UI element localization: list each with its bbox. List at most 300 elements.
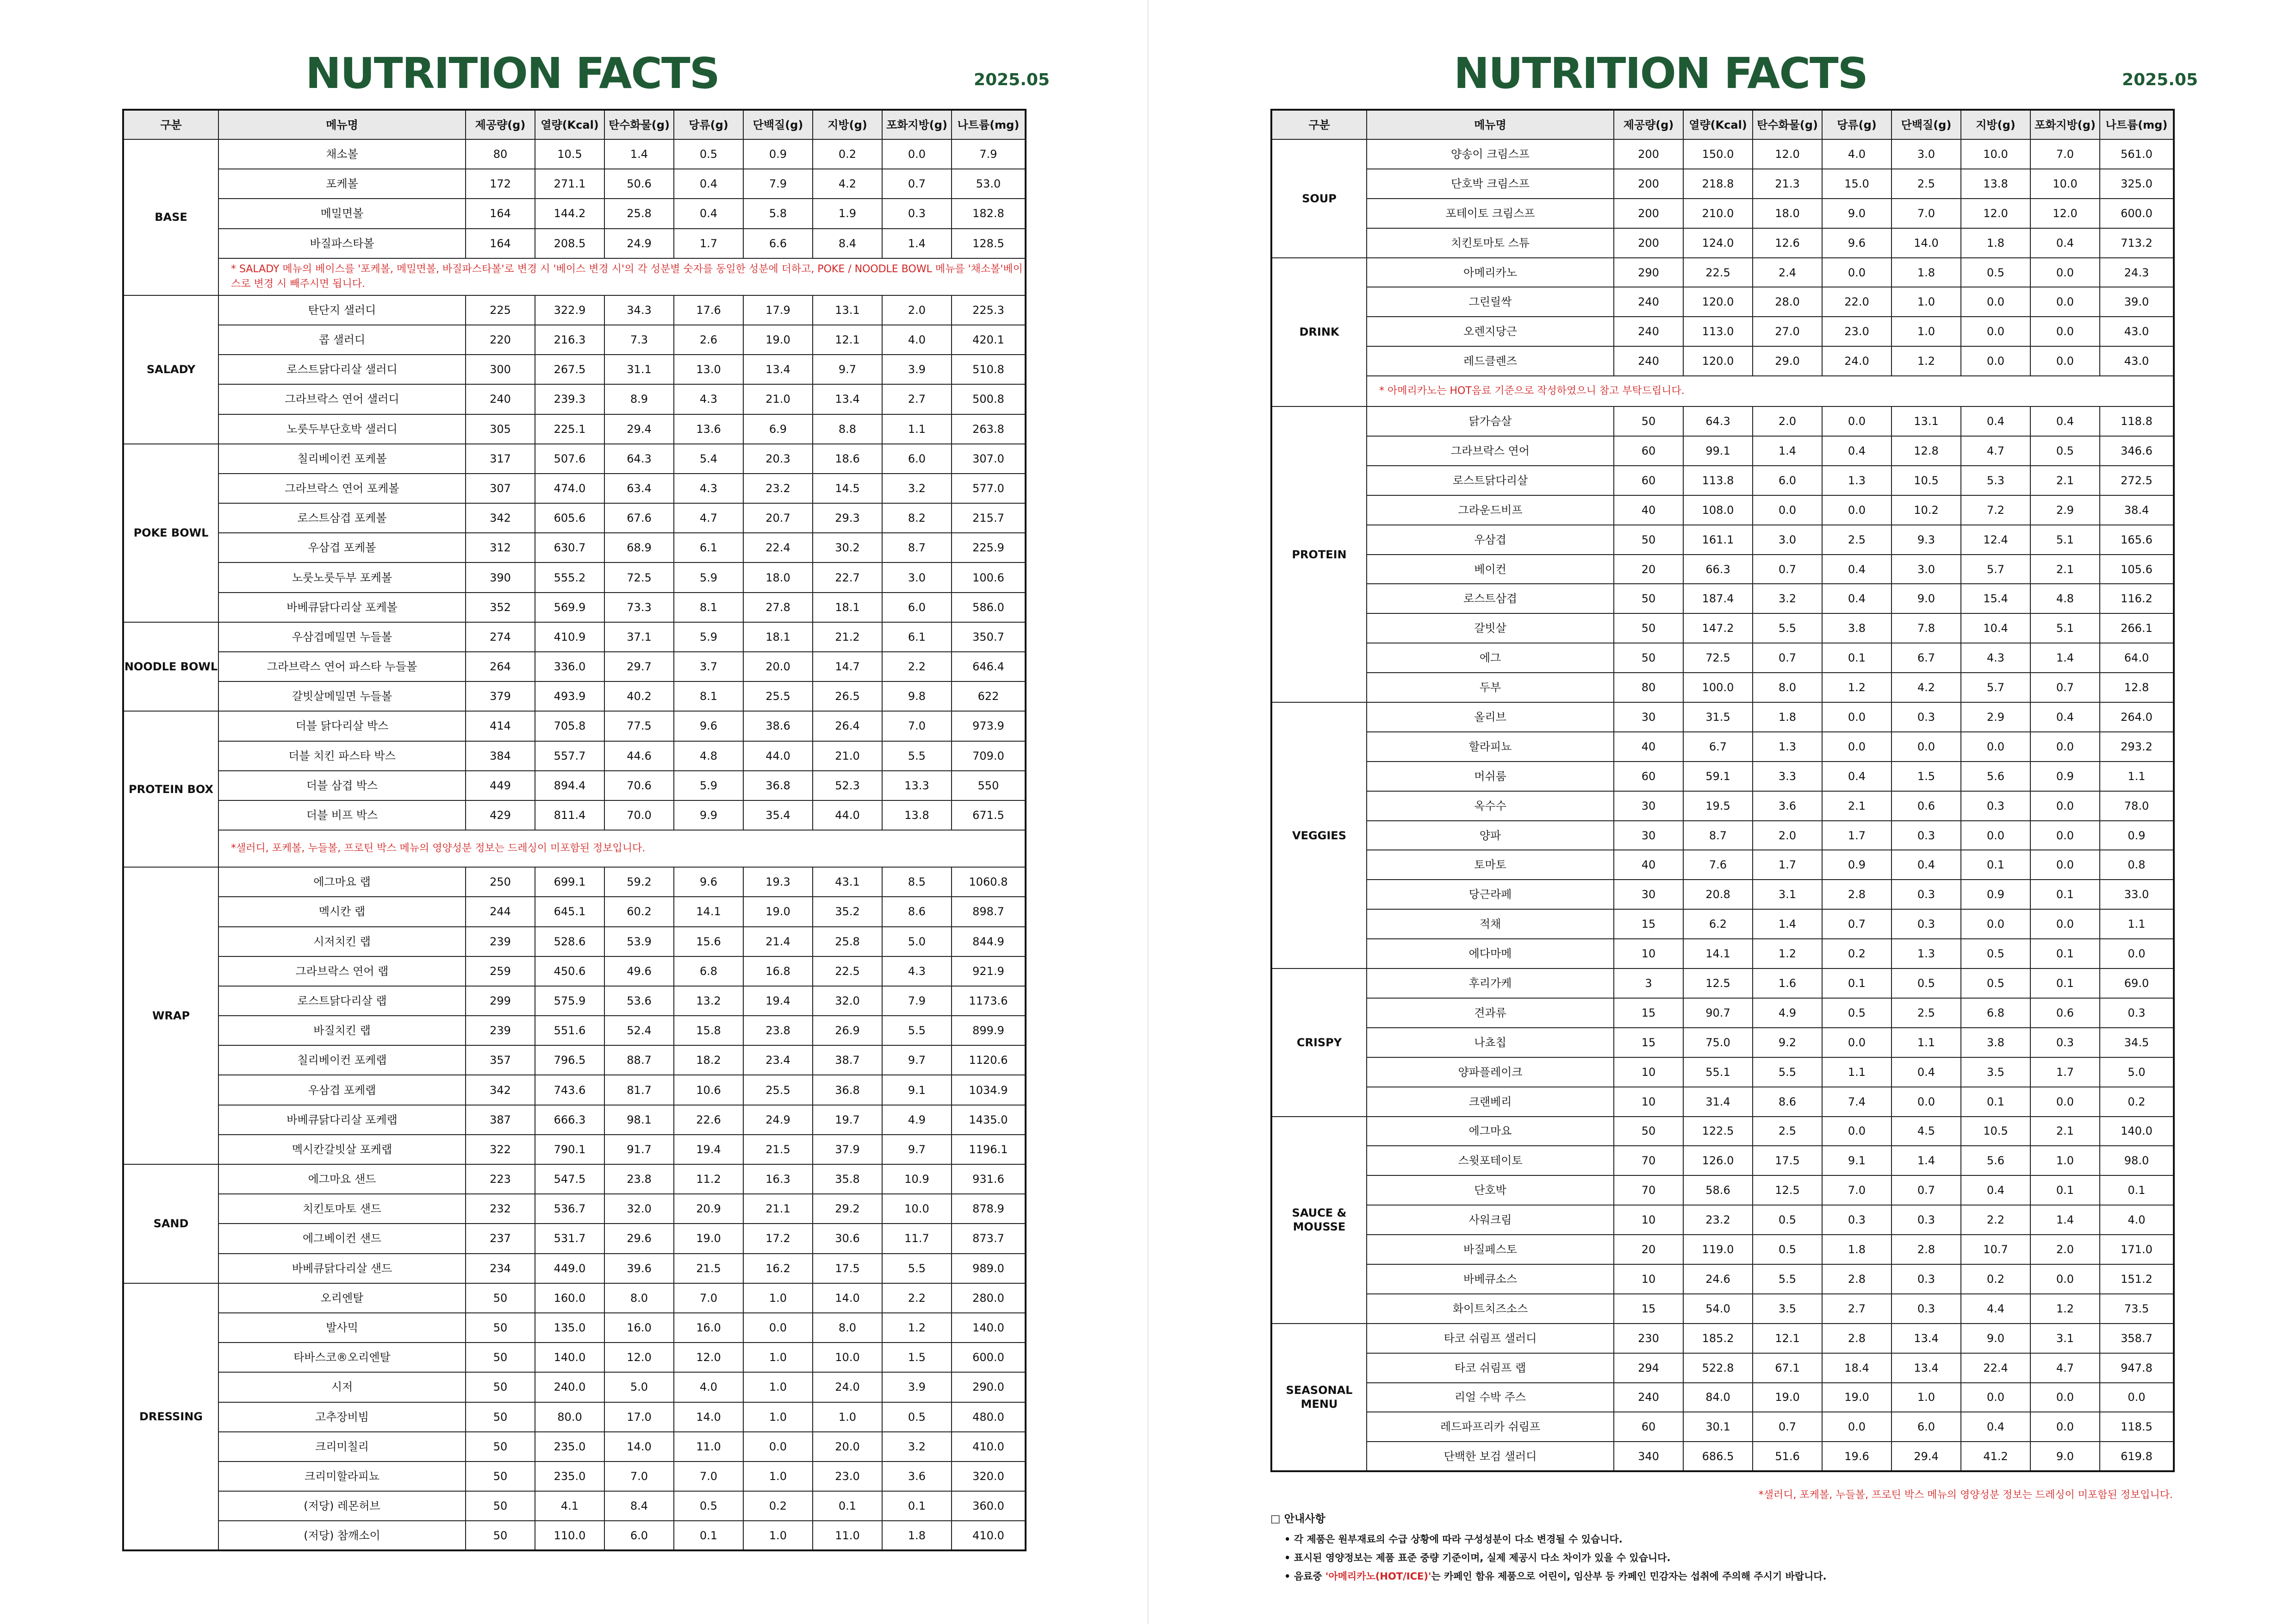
menu-name-cell: 양파플레이크 — [1367, 1057, 1614, 1087]
value-cell: 8.0 — [604, 1283, 674, 1313]
value-cell: 39.6 — [604, 1254, 674, 1283]
value-cell: 0.6 — [2030, 998, 2100, 1028]
table-row — [1271, 880, 2174, 909]
value-cell: 165.6 — [2100, 525, 2174, 555]
value-cell: 1034.9 — [952, 1075, 1026, 1105]
value-cell: 14.0 — [674, 1402, 743, 1432]
column-header: 단백질(g) — [1892, 110, 1961, 139]
value-cell: 6.9 — [743, 414, 813, 444]
value-cell: 358.7 — [2100, 1324, 2174, 1353]
value-cell: 9.1 — [882, 1075, 952, 1105]
value-cell: 320.0 — [952, 1462, 1026, 1491]
value-cell: 30 — [1614, 702, 1683, 732]
value-cell: 36.8 — [813, 1075, 882, 1105]
value-cell: 23.0 — [1822, 317, 1892, 346]
table-row — [1271, 199, 2174, 228]
menu-name-cell: 바질치킨 랩 — [218, 1016, 466, 1045]
column-header: 제공량(g) — [1614, 110, 1683, 139]
value-cell: 9.3 — [1892, 525, 1961, 555]
menu-name-cell: 에그마요 샌드 — [218, 1164, 466, 1194]
value-cell: 600.0 — [952, 1343, 1026, 1372]
table-row — [123, 139, 1026, 169]
value-cell: 59.1 — [1683, 762, 1753, 791]
value-cell: 13.8 — [1961, 169, 2030, 199]
guide-section — [1270, 1510, 1827, 1587]
table-row — [123, 867, 1026, 897]
value-cell: 12.0 — [1753, 139, 1822, 169]
value-cell: 1.1 — [1822, 1057, 1892, 1087]
table-row — [123, 199, 1026, 228]
menu-name-cell: 바질파스타볼 — [218, 229, 466, 258]
value-cell: 60.2 — [604, 897, 674, 926]
value-cell: 2.8 — [1822, 1264, 1892, 1294]
table-row — [1271, 139, 2174, 169]
value-cell: 0.2 — [813, 139, 882, 169]
value-cell: 3.8 — [1822, 613, 1892, 643]
value-cell: 105.6 — [2100, 555, 2174, 584]
value-cell: 11.7 — [882, 1224, 952, 1253]
value-cell: 379 — [466, 681, 535, 711]
value-cell: 271.1 — [535, 169, 604, 199]
category-cell: SEASONAL MENU — [1271, 1324, 1367, 1471]
value-cell: 1.5 — [1892, 762, 1961, 791]
value-cell: 88.7 — [604, 1045, 674, 1075]
value-cell: 264.0 — [2100, 702, 2174, 732]
menu-name-cell: 양송이 크림스프 — [1367, 139, 1614, 169]
menu-name-cell: 포테이토 크림스프 — [1367, 199, 1614, 228]
value-cell: 7.8 — [1892, 613, 1961, 643]
value-cell: 1.1 — [1892, 1028, 1961, 1057]
table-row — [123, 681, 1026, 711]
table-row — [1271, 287, 2174, 317]
category-cell: POKE BOWL — [123, 444, 218, 622]
value-cell: 0.4 — [1822, 762, 1892, 791]
value-cell: 144.2 — [535, 199, 604, 228]
value-cell: 1.0 — [743, 1283, 813, 1313]
value-cell: 19.5 — [1683, 791, 1753, 821]
menu-name-cell: 그라브락스 연어 파스타 누들볼 — [218, 652, 466, 681]
value-cell: 9.7 — [882, 1045, 952, 1075]
value-cell: 19.0 — [743, 325, 813, 355]
value-cell: 160.0 — [535, 1283, 604, 1313]
value-cell: 67.1 — [1753, 1353, 1822, 1383]
value-cell: 299 — [466, 986, 535, 1016]
value-cell: 1.1 — [882, 414, 952, 444]
value-cell: 0.0 — [2100, 939, 2174, 968]
value-cell: 4.3 — [674, 384, 743, 414]
value-cell: 41.2 — [1961, 1442, 2030, 1471]
value-cell: 0.1 — [2030, 968, 2100, 998]
value-cell: 2.5 — [1892, 998, 1961, 1028]
menu-name-cell: 로스트삼겹 포케볼 — [218, 503, 466, 533]
menu-name-cell: 멕시칸 랩 — [218, 897, 466, 926]
value-cell: 493.9 — [535, 681, 604, 711]
value-cell: 37.1 — [604, 622, 674, 652]
value-cell: 3.0 — [1753, 525, 1822, 555]
value-cell: 72.5 — [1683, 643, 1753, 673]
value-cell: 1.0 — [743, 1372, 813, 1402]
value-cell: 19.4 — [674, 1135, 743, 1164]
value-cell: 66.3 — [1683, 555, 1753, 584]
value-cell: 1.2 — [1892, 346, 1961, 376]
value-cell: 3.0 — [882, 562, 952, 592]
value-cell: 23.2 — [743, 474, 813, 503]
menu-name-cell: 할라피뇨 — [1367, 732, 1614, 762]
table-row — [123, 956, 1026, 986]
value-cell: 12.1 — [1753, 1324, 1822, 1353]
category-cell: DRINK — [1271, 258, 1367, 407]
table-row — [1271, 850, 2174, 880]
value-cell: 0.0 — [743, 1432, 813, 1462]
table-row — [1271, 1264, 2174, 1294]
value-cell: 989.0 — [952, 1254, 1026, 1283]
value-cell: 44.0 — [813, 800, 882, 830]
value-cell: 50 — [466, 1402, 535, 1432]
table-row — [1271, 1028, 2174, 1057]
value-cell: 619.8 — [2100, 1442, 2174, 1471]
value-cell: 0.3 — [2100, 998, 2174, 1028]
value-cell: 54.0 — [1683, 1294, 1753, 1324]
value-cell: 10.4 — [1961, 613, 2030, 643]
menu-name-cell: 베이컨 — [1367, 555, 1614, 584]
table-row — [1271, 555, 2174, 584]
value-cell: 50 — [466, 1372, 535, 1402]
value-cell: 164 — [466, 229, 535, 258]
value-cell: 126.0 — [1683, 1146, 1753, 1175]
menu-name-cell: 그라브락스 연어 포케볼 — [218, 474, 466, 503]
table-row — [123, 355, 1026, 384]
value-cell: 1.7 — [1753, 850, 1822, 880]
value-cell: 410.0 — [952, 1432, 1026, 1462]
value-cell: 290 — [1614, 258, 1683, 287]
table-row — [123, 229, 1026, 258]
value-cell: 0.3 — [1892, 909, 1961, 939]
value-cell: 6.8 — [1961, 998, 2030, 1028]
value-cell: 6.0 — [1753, 466, 1822, 495]
value-cell: 0.0 — [1822, 258, 1892, 287]
value-cell: 0.1 — [813, 1491, 882, 1521]
value-cell: 38.6 — [743, 711, 813, 741]
value-cell: 34.5 — [2100, 1028, 2174, 1057]
value-cell: 64.3 — [604, 444, 674, 474]
value-cell: 0.3 — [1892, 702, 1961, 732]
menu-name-cell: 그라브락스 연어 샐러디 — [218, 384, 466, 414]
value-cell: 0.4 — [1892, 1057, 1961, 1087]
value-cell: 185.2 — [1683, 1324, 1753, 1353]
value-cell: 0.5 — [1961, 939, 2030, 968]
value-cell: 811.4 — [535, 800, 604, 830]
value-cell: 182.8 — [952, 199, 1026, 228]
value-cell: 10 — [1614, 1057, 1683, 1087]
value-cell: 235.0 — [535, 1432, 604, 1462]
value-cell: 12.4 — [1961, 525, 2030, 555]
value-cell: 796.5 — [535, 1045, 604, 1075]
value-cell: 19.0 — [1822, 1383, 1892, 1412]
value-cell: 4.7 — [1961, 436, 2030, 466]
value-cell: 307.0 — [952, 444, 1026, 474]
menu-name-cell: 바베큐닭다리살 샌드 — [218, 1254, 466, 1283]
value-cell: 10.9 — [882, 1164, 952, 1194]
column-header: 메뉴명 — [1367, 110, 1614, 139]
value-cell: 119.0 — [1683, 1235, 1753, 1264]
value-cell: 0.5 — [1753, 1205, 1822, 1235]
menu-name-cell: 두부 — [1367, 673, 1614, 702]
value-cell: 0.8 — [2100, 850, 2174, 880]
value-cell: 40 — [1614, 495, 1683, 525]
value-cell: 50.6 — [604, 169, 674, 199]
value-cell: 0.0 — [2030, 1383, 2100, 1412]
table-row — [1271, 791, 2174, 821]
value-cell: 7.6 — [1683, 850, 1753, 880]
value-cell: 0.3 — [882, 199, 952, 228]
value-cell: 30.6 — [813, 1224, 882, 1253]
value-cell: 215.7 — [952, 503, 1026, 533]
value-cell: 0.1 — [2030, 939, 2100, 968]
value-cell: 263.8 — [952, 414, 1026, 444]
value-cell: 19.0 — [743, 897, 813, 926]
value-cell: 9.8 — [882, 681, 952, 711]
value-cell: 50 — [466, 1491, 535, 1521]
menu-name-cell: 그린릴싹 — [1367, 287, 1614, 317]
value-cell: 13.4 — [743, 355, 813, 384]
value-cell: 10.0 — [882, 1194, 952, 1224]
value-cell: 19.7 — [813, 1105, 882, 1135]
value-cell: 118.5 — [2100, 1412, 2174, 1442]
menu-name-cell: 더블 삼겹 박스 — [218, 771, 466, 800]
value-cell: 3.5 — [1753, 1294, 1822, 1324]
value-cell: 26.9 — [813, 1016, 882, 1045]
value-cell: 0.0 — [1822, 495, 1892, 525]
table-row — [123, 800, 1026, 830]
value-cell: 790.1 — [535, 1135, 604, 1164]
value-cell: 569.9 — [535, 593, 604, 622]
value-cell: 555.2 — [535, 562, 604, 592]
menu-name-cell: 치킨토마토 샌드 — [218, 1194, 466, 1224]
value-cell: 16.0 — [604, 1313, 674, 1343]
value-cell: 240 — [1614, 1383, 1683, 1412]
column-header: 나트륨(mg) — [2100, 110, 2174, 139]
value-cell: 0.0 — [2030, 287, 2100, 317]
table-row — [1271, 998, 2174, 1028]
menu-name-cell: 에그 — [1367, 643, 1614, 673]
guide-item: • 표시된 영양정보는 제품 표준 중량 기준이며, 실제 제공시 다소 차이가 있을 수 있습니다. — [1284, 1552, 1671, 1563]
menu-name-cell: 타바스코®오리엔탈 — [218, 1343, 466, 1372]
value-cell: 0.4 — [674, 199, 743, 228]
value-cell: 1.1 — [2100, 909, 2174, 939]
value-cell: 0.0 — [1961, 287, 2030, 317]
note-row — [123, 258, 1026, 295]
value-cell: 9.0 — [1822, 199, 1892, 228]
table-row — [1271, 1383, 2174, 1412]
value-cell: 0.0 — [1822, 702, 1892, 732]
value-cell: 14.5 — [813, 474, 882, 503]
value-cell: 0.3 — [1892, 1205, 1961, 1235]
value-cell: 1.8 — [1961, 228, 2030, 258]
note-row — [123, 830, 1026, 867]
value-cell: 5.5 — [882, 1016, 952, 1045]
value-cell: 240 — [1614, 346, 1683, 376]
value-cell: 6.0 — [882, 593, 952, 622]
value-cell: 3.0 — [1892, 555, 1961, 584]
value-cell: 1.8 — [1892, 258, 1961, 287]
value-cell: 60 — [1614, 436, 1683, 466]
value-cell: 150.0 — [1683, 139, 1753, 169]
value-cell: 38.4 — [2100, 495, 2174, 525]
value-cell: 10.0 — [2030, 169, 2100, 199]
value-cell: 30 — [1614, 880, 1683, 909]
value-cell: 0.4 — [2030, 228, 2100, 258]
value-cell: 122.5 — [1683, 1117, 1753, 1146]
value-cell: 605.6 — [535, 503, 604, 533]
column-header: 포화지방(g) — [882, 110, 952, 139]
menu-name-cell: 화이트치즈소스 — [1367, 1294, 1614, 1324]
value-cell: 10.5 — [1961, 1117, 2030, 1146]
value-cell: 0.1 — [1961, 1087, 2030, 1117]
value-cell: 0.3 — [1892, 1264, 1961, 1294]
menu-name-cell: 그라브락스 연어 — [1367, 436, 1614, 466]
value-cell: 709.0 — [952, 741, 1026, 771]
value-cell: 743.6 — [535, 1075, 604, 1105]
value-cell: 1.4 — [1892, 1146, 1961, 1175]
value-cell: 52.4 — [604, 1016, 674, 1045]
value-cell: 14.0 — [604, 1432, 674, 1462]
value-cell: 18.1 — [813, 593, 882, 622]
value-cell: 0.4 — [2030, 702, 2100, 732]
category-cell: PROTEIN — [1271, 406, 1367, 702]
value-cell: 0.4 — [1822, 584, 1892, 613]
value-cell: 8.6 — [882, 897, 952, 926]
value-cell: 73.5 — [2100, 1294, 2174, 1324]
value-cell: 0.4 — [1961, 1412, 2030, 1442]
value-cell: 0.7 — [1753, 1412, 1822, 1442]
value-cell: 8.0 — [813, 1313, 882, 1343]
value-cell: 8.6 — [1753, 1087, 1822, 1117]
menu-name-cell: 시저 — [218, 1372, 466, 1402]
value-cell: 2.2 — [1961, 1205, 2030, 1235]
value-cell: 25.8 — [604, 199, 674, 228]
category-cell: CRISPY — [1271, 968, 1367, 1116]
value-cell: 147.2 — [1683, 613, 1753, 643]
value-cell: 264 — [466, 652, 535, 681]
value-cell: 266.1 — [2100, 613, 2174, 643]
value-cell: 13.3 — [882, 771, 952, 800]
menu-name-cell: 갈빗살 — [1367, 613, 1614, 643]
value-cell: 225.3 — [952, 295, 1026, 325]
value-cell: 0.5 — [1961, 258, 2030, 287]
value-cell: 9.6 — [674, 711, 743, 741]
value-cell: 586.0 — [952, 593, 1026, 622]
value-cell: 29.4 — [1892, 1442, 1961, 1471]
value-cell: 22.7 — [813, 562, 882, 592]
value-cell: 14.0 — [813, 1283, 882, 1313]
value-cell: 6.0 — [1892, 1412, 1961, 1442]
value-cell: 6.0 — [604, 1521, 674, 1550]
table-row — [1271, 258, 2174, 287]
value-cell: 1.7 — [1822, 821, 1892, 850]
table-row — [123, 1462, 1026, 1491]
value-cell: 449 — [466, 771, 535, 800]
value-cell: 0.4 — [1822, 555, 1892, 584]
menu-name-cell: 크랜베리 — [1367, 1087, 1614, 1117]
value-cell: 5.6 — [1961, 1146, 2030, 1175]
value-cell: 1.1 — [2100, 762, 2174, 791]
value-cell: 340 — [1614, 1442, 1683, 1471]
menu-name-cell: 우삼겹 포케볼 — [218, 533, 466, 562]
table-row — [1271, 1087, 2174, 1117]
value-cell: 9.6 — [1822, 228, 1892, 258]
value-cell: 21.5 — [743, 1135, 813, 1164]
value-cell: 70.0 — [604, 800, 674, 830]
value-cell: 7.0 — [604, 1462, 674, 1491]
value-cell: 7.2 — [1961, 495, 2030, 525]
menu-name-cell: 바질페스토 — [1367, 1235, 1614, 1264]
value-cell: 9.0 — [1961, 1324, 2030, 1353]
table-row — [1271, 436, 2174, 466]
value-cell: 53.6 — [604, 986, 674, 1016]
table-row — [1271, 525, 2174, 555]
value-cell: 98.1 — [604, 1105, 674, 1135]
column-header: 단백질(g) — [743, 110, 813, 139]
value-cell: 0.0 — [2030, 791, 2100, 821]
value-cell: 1.9 — [813, 199, 882, 228]
value-cell: 2.0 — [1753, 406, 1822, 436]
value-cell: 450.6 — [535, 956, 604, 986]
value-cell: 16.8 — [743, 956, 813, 986]
value-cell: 13.0 — [674, 355, 743, 384]
value-cell: 1.4 — [604, 139, 674, 169]
table-row — [123, 444, 1026, 474]
menu-name-cell: 더블 닭다리살 박스 — [218, 711, 466, 741]
value-cell: 1.8 — [1753, 702, 1822, 732]
value-cell: 20.8 — [1683, 880, 1753, 909]
value-cell: 38.7 — [813, 1045, 882, 1075]
value-cell: 234 — [466, 1254, 535, 1283]
value-cell: 44.0 — [743, 741, 813, 771]
menu-name-cell: 로스트삼겹 — [1367, 584, 1614, 613]
menu-name-cell: 우삼겹 — [1367, 525, 1614, 555]
value-cell: 0.5 — [882, 1402, 952, 1432]
value-cell: 7.0 — [882, 711, 952, 741]
value-cell: 20 — [1614, 1235, 1683, 1264]
table-row — [123, 562, 1026, 592]
guide-text: 는 카페인 함유 제품으로 어린이, 임산부 등 카페인 민감자는 섭취에 주의해 주시기 바랍니다. — [1431, 1571, 1827, 1582]
value-cell: 140.0 — [2100, 1117, 2174, 1146]
note-row — [1271, 376, 2174, 406]
table-row — [123, 1105, 1026, 1135]
value-cell: 342 — [466, 503, 535, 533]
menu-name-cell: 레드파프리카 쉬림프 — [1367, 1412, 1614, 1442]
value-cell: 39.0 — [2100, 287, 2174, 317]
value-cell: 0.0 — [1822, 1117, 1892, 1146]
value-cell: 3.6 — [882, 1462, 952, 1491]
page-title: NUTRITION FACTS — [1454, 49, 1867, 98]
value-cell: 22.4 — [1961, 1353, 2030, 1383]
table-row — [1271, 346, 2174, 376]
value-cell: 25.5 — [743, 681, 813, 711]
table-row — [123, 533, 1026, 562]
value-cell: 0.5 — [1822, 998, 1892, 1028]
value-cell: 124.0 — [1683, 228, 1753, 258]
column-header: 메뉴명 — [218, 110, 466, 139]
value-cell: 10.5 — [535, 139, 604, 169]
value-cell: 0.0 — [2030, 1412, 2100, 1442]
menu-name-cell: 우삼겹메밀면 누들볼 — [218, 622, 466, 652]
value-cell: 2.0 — [882, 295, 952, 325]
value-cell: 3.1 — [1753, 880, 1822, 909]
value-cell: 294 — [1614, 1353, 1683, 1383]
value-cell: 9.0 — [1892, 584, 1961, 613]
value-cell: 225.9 — [952, 533, 1026, 562]
